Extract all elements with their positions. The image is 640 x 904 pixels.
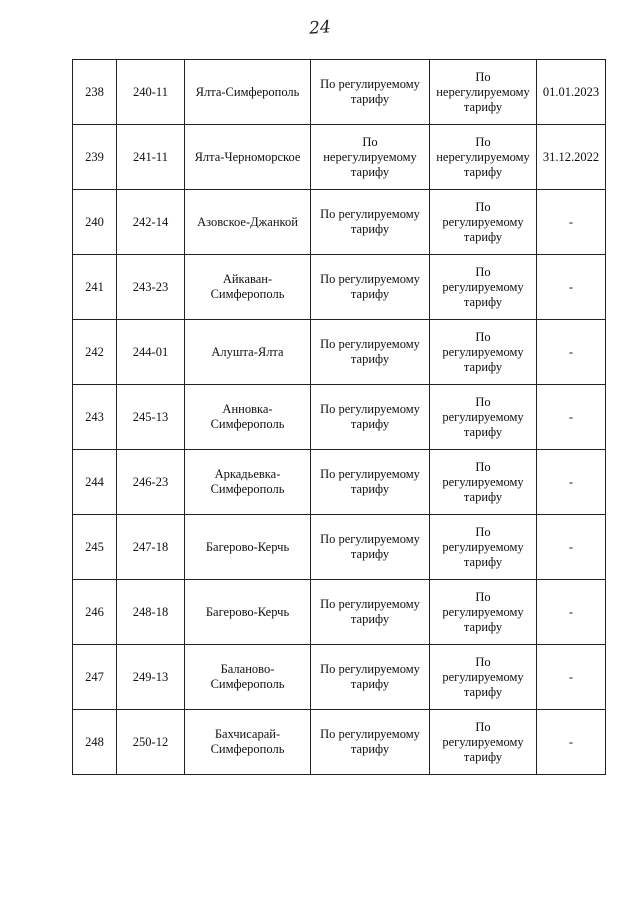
- current-tariff: По регулируемому тарифу: [311, 60, 430, 125]
- current-tariff: По регулируемому тарифу: [311, 190, 430, 255]
- new-tariff: По регулируемому тарифу: [430, 320, 537, 385]
- route-name: Аркадьевка- Симферополь: [185, 450, 311, 515]
- table-row: [73, 710, 606, 775]
- current-tariff: По регулируемому тарифу: [311, 450, 430, 515]
- route-code: 247-18: [117, 515, 185, 580]
- table-row: [73, 255, 606, 320]
- new-tariff: По регулируемому тарифу: [430, 580, 537, 645]
- route-name: Азовское-Джанкой: [185, 190, 311, 255]
- table-row: [73, 60, 606, 125]
- table-row: [73, 580, 606, 645]
- new-tariff: По регулируемому тарифу: [430, 255, 537, 320]
- table-row: [73, 645, 606, 710]
- effective-date: -: [537, 320, 606, 385]
- row-number: 245: [73, 515, 117, 580]
- routes-table: [72, 59, 606, 775]
- effective-date: -: [537, 645, 606, 710]
- effective-date: -: [537, 580, 606, 645]
- route-code: 245-13: [117, 385, 185, 450]
- current-tariff: По регулируемому тарифу: [311, 580, 430, 645]
- effective-date: -: [537, 255, 606, 320]
- current-tariff: По регулируемому тарифу: [311, 320, 430, 385]
- effective-date: 31.12.2022: [537, 125, 606, 190]
- new-tariff: По регулируемому тарифу: [430, 515, 537, 580]
- route-name: Ялта-Черноморское: [185, 125, 311, 190]
- table-row: [73, 515, 606, 580]
- row-number: 240: [73, 190, 117, 255]
- route-name: Алушта-Ялта: [185, 320, 311, 385]
- table-row: [73, 190, 606, 255]
- new-tariff: По регулируемому тарифу: [430, 710, 537, 775]
- row-number: 246: [73, 580, 117, 645]
- new-tariff: По регулируемому тарифу: [430, 450, 537, 515]
- effective-date: -: [537, 450, 606, 515]
- table-row: [73, 125, 606, 190]
- row-number: 247: [73, 645, 117, 710]
- routes-table-body: [73, 60, 606, 775]
- row-number: 243: [73, 385, 117, 450]
- page-number: 24: [308, 17, 332, 39]
- new-tariff: По нерегулируемому тарифу: [430, 60, 537, 125]
- route-code: 248-18: [117, 580, 185, 645]
- effective-date: -: [537, 515, 606, 580]
- route-code: 246-23: [117, 450, 185, 515]
- table-row: [73, 320, 606, 385]
- row-number: 239: [73, 125, 117, 190]
- route-name: Айкаван- Симферополь: [185, 255, 311, 320]
- row-number: 242: [73, 320, 117, 385]
- route-name: Бахчисарай- Симферополь: [185, 710, 311, 775]
- effective-date: -: [537, 190, 606, 255]
- current-tariff: По нерегулируемому тарифу: [311, 125, 430, 190]
- route-code: 250-12: [117, 710, 185, 775]
- route-name: Багерово-Керчь: [185, 580, 311, 645]
- row-number: 241: [73, 255, 117, 320]
- new-tariff: По нерегулируемому тарифу: [430, 125, 537, 190]
- row-number: 248: [73, 710, 117, 775]
- new-tariff: По регулируемому тарифу: [430, 190, 537, 255]
- route-code: 242-14: [117, 190, 185, 255]
- route-name: Анновка- Симферополь: [185, 385, 311, 450]
- route-code: 240-11: [117, 60, 185, 125]
- effective-date: -: [537, 710, 606, 775]
- route-name: Баланово- Симферополь: [185, 645, 311, 710]
- route-code: 243-23: [117, 255, 185, 320]
- route-code: 241-11: [117, 125, 185, 190]
- route-code: 244-01: [117, 320, 185, 385]
- route-code: 249-13: [117, 645, 185, 710]
- route-name: Ялта-Симферополь: [185, 60, 311, 125]
- current-tariff: По регулируемому тарифу: [311, 255, 430, 320]
- current-tariff: По регулируемому тарифу: [311, 385, 430, 450]
- table-row: [73, 385, 606, 450]
- effective-date: -: [537, 385, 606, 450]
- route-name: Багерово-Керчь: [185, 515, 311, 580]
- effective-date: 01.01.2023: [537, 60, 606, 125]
- row-number: 244: [73, 450, 117, 515]
- new-tariff: По регулируемому тарифу: [430, 645, 537, 710]
- current-tariff: По регулируемому тарифу: [311, 710, 430, 775]
- current-tariff: По регулируемому тарифу: [311, 645, 430, 710]
- current-tariff: По регулируемому тарифу: [311, 515, 430, 580]
- new-tariff: По регулируемому тарифу: [430, 385, 537, 450]
- table-row: [73, 450, 606, 515]
- row-number: 238: [73, 60, 117, 125]
